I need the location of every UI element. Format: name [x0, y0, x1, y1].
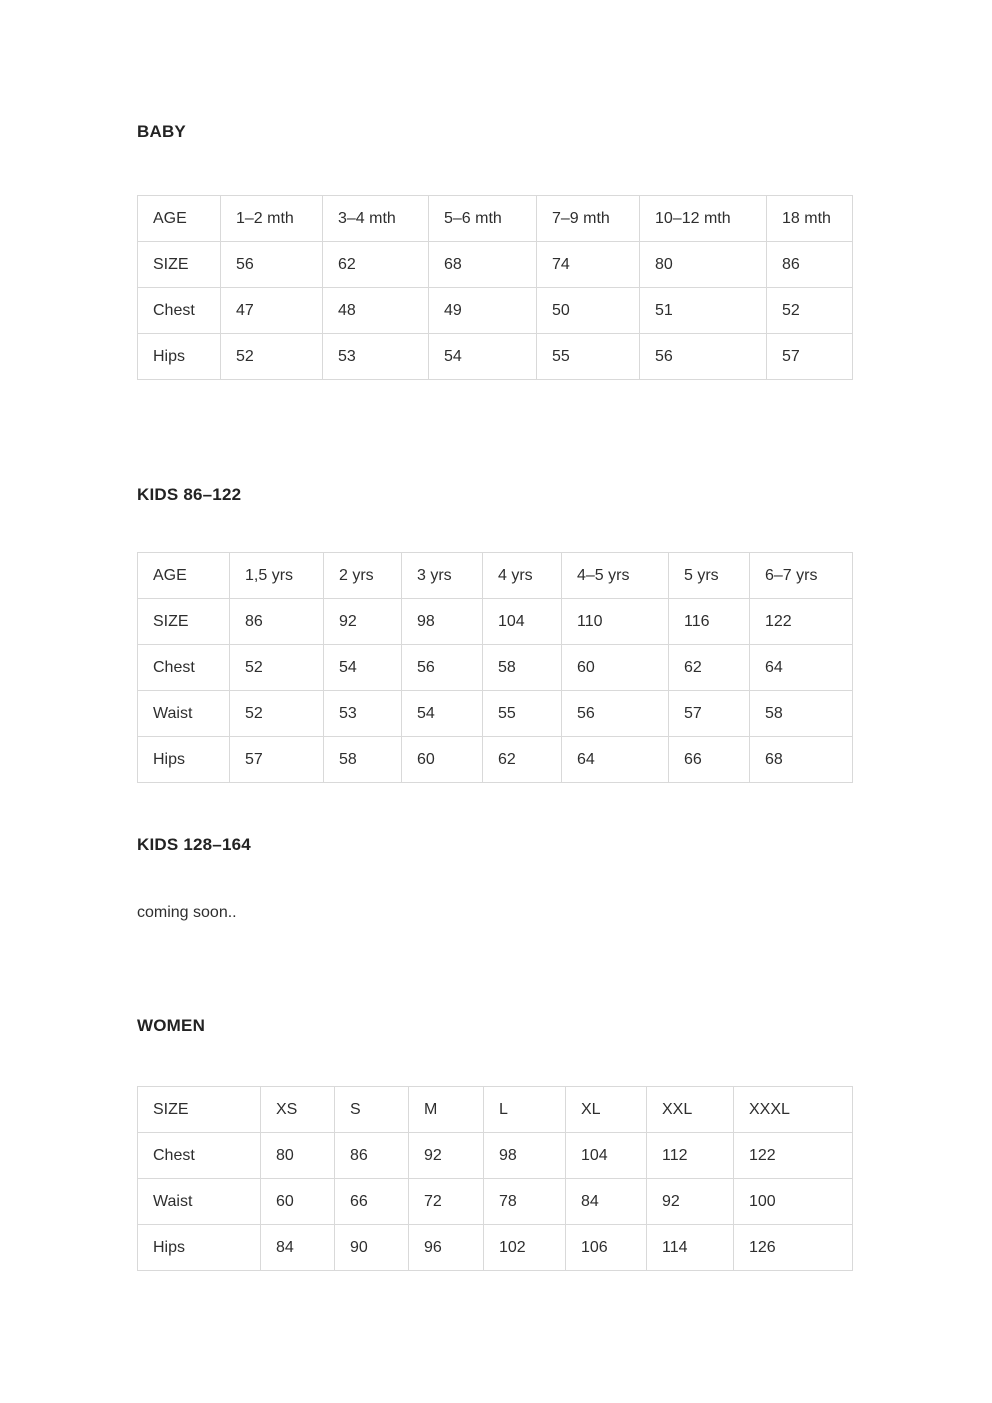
value-cell: 126: [734, 1225, 853, 1271]
value-cell: 104: [566, 1133, 647, 1179]
value-cell: 96: [409, 1225, 484, 1271]
value-cell: 56: [402, 645, 483, 691]
header-cell: L: [484, 1087, 566, 1133]
section-women: [137, 1017, 852, 1271]
row-label-cell: Hips: [138, 1225, 261, 1271]
table-row: [138, 599, 853, 645]
value-cell: 100: [734, 1179, 853, 1225]
row-label-cell: SIZE: [138, 599, 230, 645]
value-cell: 57: [669, 691, 750, 737]
row-label-cell: Chest: [138, 1133, 261, 1179]
value-cell: 52: [230, 645, 324, 691]
value-cell: 53: [324, 691, 402, 737]
header-cell: 6–7 yrs: [750, 553, 853, 599]
header-cell: 4–5 yrs: [562, 553, 669, 599]
header-cell: 1,5 yrs: [230, 553, 324, 599]
header-cell: AGE: [138, 553, 230, 599]
value-cell: 98: [484, 1133, 566, 1179]
value-cell: 56: [562, 691, 669, 737]
table-row: [138, 196, 853, 242]
section-heading-women: WOMEN: [137, 1016, 206, 1035]
value-cell: 92: [324, 599, 402, 645]
table-row: [138, 1179, 853, 1225]
value-cell: 58: [324, 737, 402, 783]
value-cell: 58: [750, 691, 853, 737]
row-label-cell: Hips: [138, 334, 221, 380]
value-cell: 64: [750, 645, 853, 691]
value-cell: 122: [734, 1133, 853, 1179]
value-cell: 92: [647, 1179, 734, 1225]
value-cell: 62: [323, 242, 429, 288]
value-cell: 56: [221, 242, 323, 288]
section-kids-128-164: [137, 836, 852, 922]
value-cell: 104: [483, 599, 562, 645]
table-row: [138, 242, 853, 288]
table-row: [138, 737, 853, 783]
table-row: [138, 288, 853, 334]
value-cell: 57: [767, 334, 853, 380]
kids-86-122-size-table: [137, 552, 853, 783]
value-cell: 54: [324, 645, 402, 691]
header-cell: 2 yrs: [324, 553, 402, 599]
value-cell: 78: [484, 1179, 566, 1225]
value-cell: 106: [566, 1225, 647, 1271]
value-cell: 86: [767, 242, 853, 288]
section-heading-baby: BABY: [137, 122, 186, 141]
table-row: [138, 1087, 853, 1133]
value-cell: 110: [562, 599, 669, 645]
value-cell: 86: [335, 1133, 409, 1179]
value-cell: 56: [640, 334, 767, 380]
value-cell: 50: [537, 288, 640, 334]
section-kids-86-122: [137, 486, 852, 783]
value-cell: 116: [669, 599, 750, 645]
header-cell: XXXL: [734, 1087, 853, 1133]
value-cell: 68: [429, 242, 537, 288]
value-cell: 53: [323, 334, 429, 380]
header-cell: XL: [566, 1087, 647, 1133]
header-cell: XS: [261, 1087, 335, 1133]
value-cell: 57: [230, 737, 324, 783]
value-cell: 55: [537, 334, 640, 380]
table-row: [138, 1133, 853, 1179]
value-cell: 84: [566, 1179, 647, 1225]
table-row: [138, 1225, 853, 1271]
value-cell: 72: [409, 1179, 484, 1225]
header-cell: S: [335, 1087, 409, 1133]
row-label-cell: Hips: [138, 737, 230, 783]
header-cell: 1–2 mth: [221, 196, 323, 242]
header-cell: 5 yrs: [669, 553, 750, 599]
table-row: [138, 691, 853, 737]
value-cell: 47: [221, 288, 323, 334]
value-cell: 90: [335, 1225, 409, 1271]
row-label-cell: Chest: [138, 645, 230, 691]
value-cell: 80: [261, 1133, 335, 1179]
value-cell: 68: [750, 737, 853, 783]
value-cell: 51: [640, 288, 767, 334]
value-cell: 122: [750, 599, 853, 645]
value-cell: 58: [483, 645, 562, 691]
value-cell: 62: [669, 645, 750, 691]
row-label-cell: Chest: [138, 288, 221, 334]
row-label-cell: SIZE: [138, 242, 221, 288]
value-cell: 74: [537, 242, 640, 288]
header-cell: 10–12 mth: [640, 196, 767, 242]
value-cell: 112: [647, 1133, 734, 1179]
row-label-cell: Waist: [138, 1179, 261, 1225]
section-heading-kids-128-164: KIDS 128–164: [137, 835, 251, 854]
header-cell: SIZE: [138, 1087, 261, 1133]
table-row: [138, 334, 853, 380]
value-cell: 60: [402, 737, 483, 783]
value-cell: 54: [429, 334, 537, 380]
value-cell: 52: [767, 288, 853, 334]
value-cell: 49: [429, 288, 537, 334]
header-cell: 4 yrs: [483, 553, 562, 599]
value-cell: 60: [261, 1179, 335, 1225]
value-cell: 98: [402, 599, 483, 645]
baby-size-table: [137, 195, 853, 380]
header-cell: 7–9 mth: [537, 196, 640, 242]
value-cell: 52: [221, 334, 323, 380]
header-cell: M: [409, 1087, 484, 1133]
header-cell: AGE: [138, 196, 221, 242]
table-row: [138, 553, 853, 599]
header-cell: 3 yrs: [402, 553, 483, 599]
value-cell: 48: [323, 288, 429, 334]
table-row: [138, 645, 853, 691]
value-cell: 62: [483, 737, 562, 783]
women-size-table: [137, 1086, 853, 1271]
coming-soon-text: coming soon..: [137, 904, 237, 921]
value-cell: 102: [484, 1225, 566, 1271]
value-cell: 64: [562, 737, 669, 783]
row-label-cell: Waist: [138, 691, 230, 737]
header-cell: 5–6 mth: [429, 196, 537, 242]
header-cell: 3–4 mth: [323, 196, 429, 242]
value-cell: 55: [483, 691, 562, 737]
value-cell: 84: [261, 1225, 335, 1271]
value-cell: 114: [647, 1225, 734, 1271]
value-cell: 86: [230, 599, 324, 645]
header-cell: XXL: [647, 1087, 734, 1133]
value-cell: 66: [669, 737, 750, 783]
value-cell: 52: [230, 691, 324, 737]
section-heading-kids-86-122: KIDS 86–122: [137, 485, 242, 504]
value-cell: 60: [562, 645, 669, 691]
value-cell: 66: [335, 1179, 409, 1225]
header-cell: 18 mth: [767, 196, 853, 242]
value-cell: 92: [409, 1133, 484, 1179]
value-cell: 54: [402, 691, 483, 737]
section-baby: [137, 123, 852, 380]
value-cell: 80: [640, 242, 767, 288]
